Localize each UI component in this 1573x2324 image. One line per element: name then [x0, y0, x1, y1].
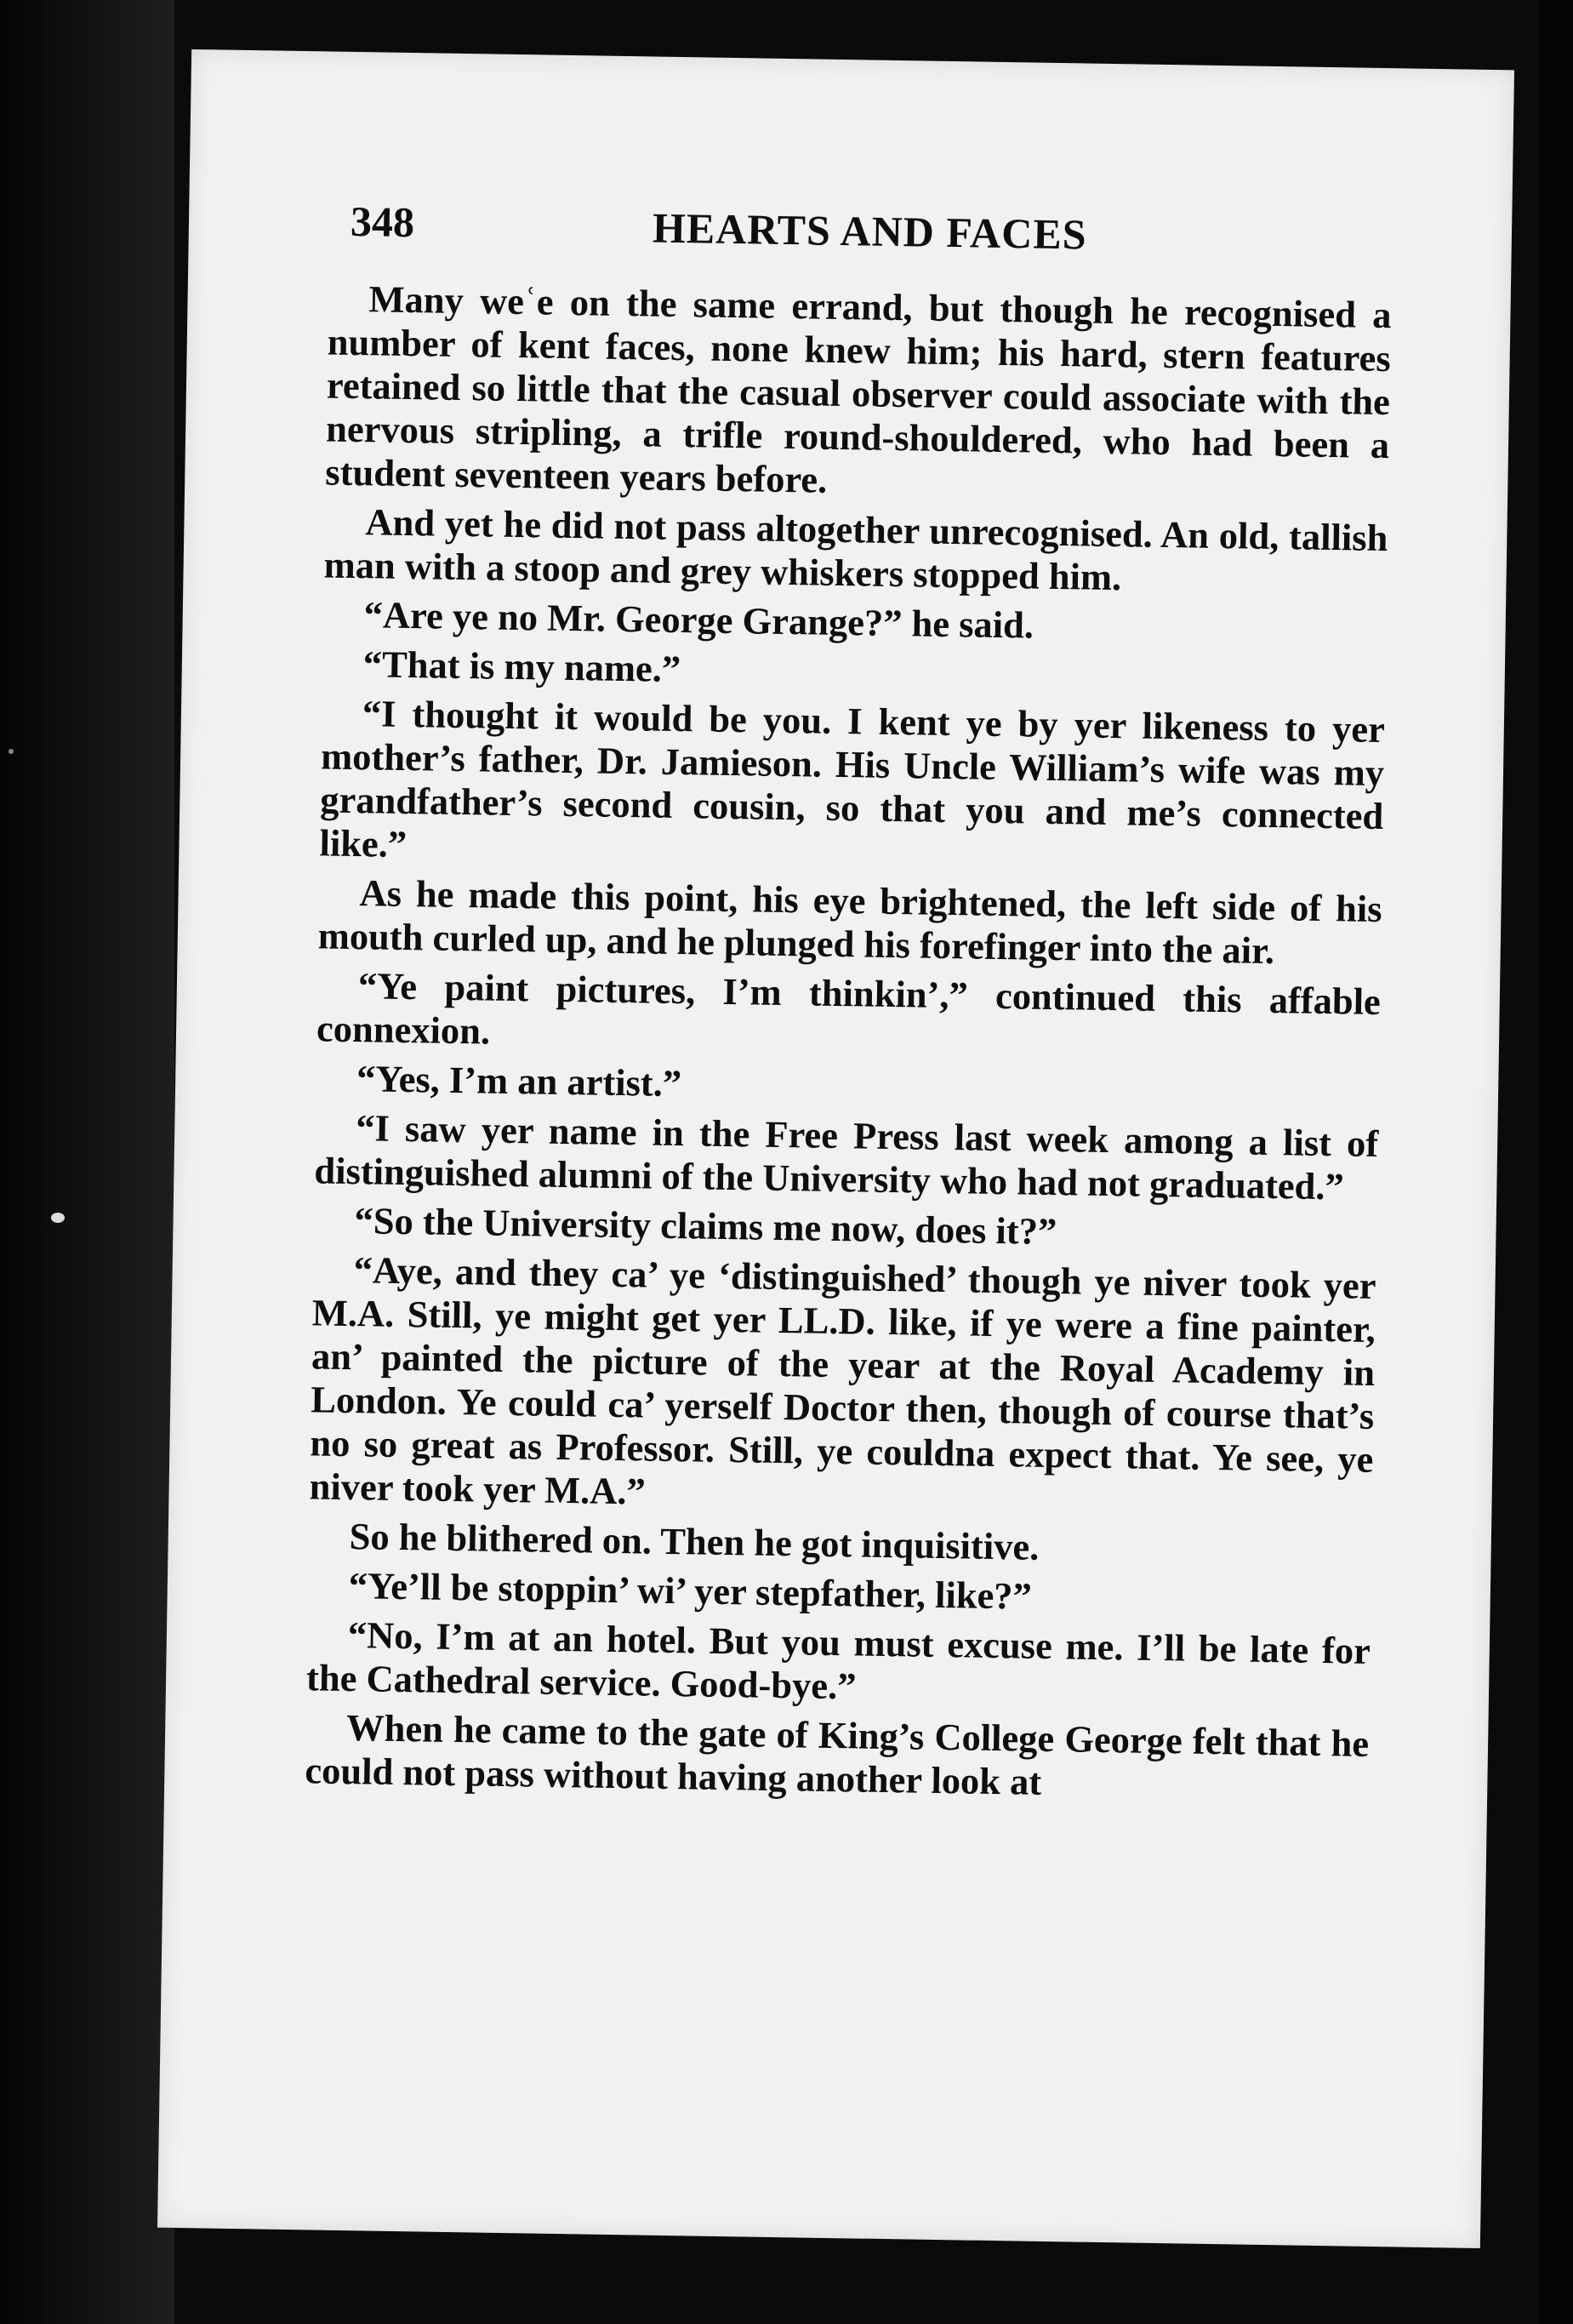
paragraph: “I thought it would be you. I kent ye by yer likeness to yer mother’s father, Dr. Jamieson. His Uncle William’s wife was my grandfather’s second cousin, so that you and me’s connected like.” — [319, 692, 1386, 866]
page-header — [350, 197, 1308, 271]
body-text — [305, 277, 1392, 1815]
paragraph: “That is my name.” — [362, 642, 681, 691]
paragraph: So he blithered on. Then he got inquisitive. — [349, 1515, 1040, 1568]
page-number: 348 — [350, 197, 415, 247]
paragraph: As he made this point, his eye brightened, the left side of his mouth curled up, and he plunged his forefinger into the air. — [317, 871, 1382, 973]
paragraph: And yet he did not pass altogether unrecognised. An old, tallish man with a stoop and grey whiskers stopped him. — [323, 500, 1388, 599]
paragraph: “Ye paint pictures, I’m thinkin’,” continued this affable connexion. — [316, 964, 1382, 1053]
scan-speck — [51, 1213, 65, 1223]
paragraph: “No, I’m at an hotel. But you must excuse me. I’ll be late for the Cathedral service. Good-bye.” — [305, 1613, 1371, 1708]
paragraph: “I saw yer name in the Free Press last week among a list of distinguished alumni of the University who had not graduated.” — [314, 1106, 1379, 1208]
paragraph: “So the University claims me now, does it?” — [354, 1199, 1057, 1253]
paragraph: When he came to the gate of King’s College George felt that he could not pass without having another look at — [305, 1706, 1370, 1803]
paragraph: “Are ye no Mr. George Grange?” he said. — [363, 593, 1034, 647]
scan-right-edge — [1539, 0, 1573, 2324]
paragraph: “Yes, I’m an artist.” — [356, 1057, 682, 1105]
scan-left-margin-shadow — [0, 0, 174, 2324]
paragraph: Many weʿe on the same errand, but though he recognised a number of kent faces, none knew him; his hard, stern features retained so little that the casual observer could associate with the nervous stripling, a trifle round-shouldered, who had been a student seventeen years before. — [325, 277, 1392, 501]
book-page — [157, 49, 1514, 2248]
scan-speck — [9, 749, 14, 754]
running-head: HEARTS AND FACES — [652, 203, 1087, 259]
paragraph: “Ye’ll be stoppin’ wi’ yer stepfather, like?” — [348, 1564, 1033, 1618]
paragraph: “Aye, and they ca’ ye ‘distinguished’ though ye niver took yer M.A. Still, ye might get yer LL.D. like, if ye were a fine painter, an’ painted the picture of the year at the Royal Academy in London. Ye could ca’ yerself Doctor then, though of course that’s no so great as Professor. Still, ye couldna expect that. Ye see, ye niver took yer M.A.” — [309, 1248, 1376, 1513]
